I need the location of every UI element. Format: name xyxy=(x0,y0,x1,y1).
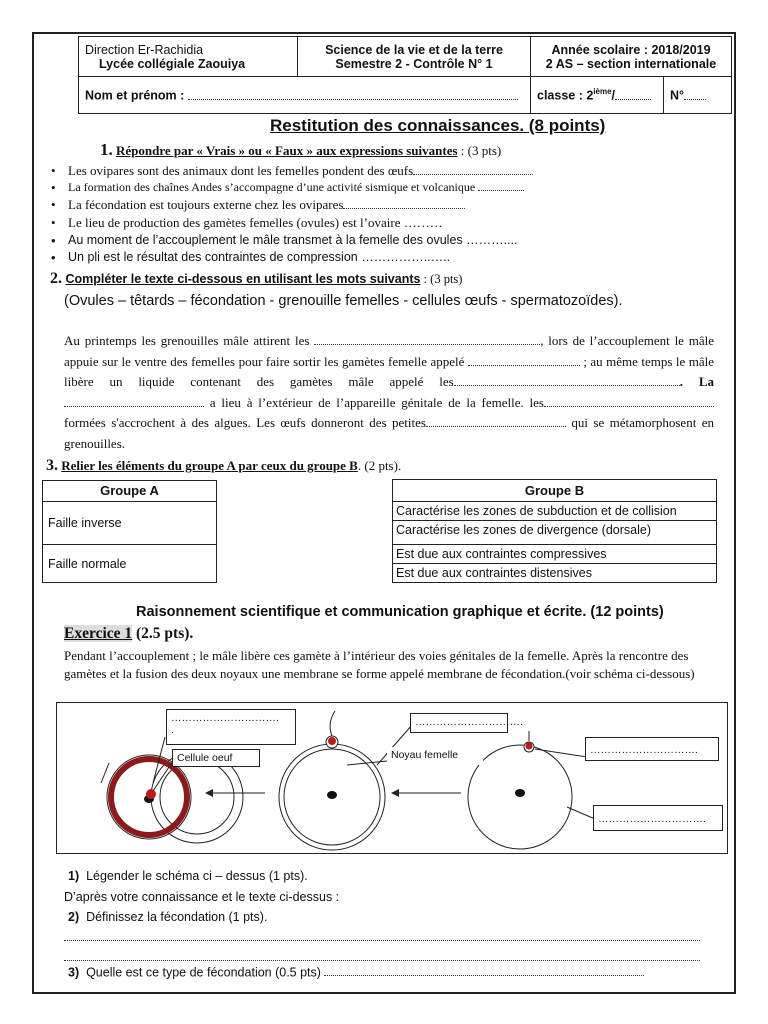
q1-item-text: Les ovipares sont des animaux dont les femelles pondent des œufs xyxy=(68,163,414,178)
q1-item-1 xyxy=(68,162,533,179)
header-school: Lycée collégiale Zaouiya xyxy=(99,56,246,71)
sperm-nucleus-right xyxy=(526,743,533,750)
q2-text-segment: formées s'accrochent à des algues. Les œufs donneront des petites xyxy=(64,415,426,430)
q2-blank-5[interactable] xyxy=(544,394,714,407)
header-year: Année scolaire : 2018/2019 xyxy=(551,42,711,57)
group-b-title: Groupe B xyxy=(392,479,717,502)
question-number: 2) xyxy=(68,910,80,924)
q3-points: . (2 pts). xyxy=(357,458,402,473)
q2-blank-2[interactable] xyxy=(468,353,580,366)
blank-dots: …………………………. xyxy=(171,712,279,724)
name-cell[interactable] xyxy=(79,77,531,114)
egg-nucleus-middle xyxy=(327,791,337,799)
q2-blank-1[interactable] xyxy=(314,332,540,345)
group-b-item-2[interactable]: Caractérise les zones de divergence (dorsale) xyxy=(392,520,717,545)
diagram-blank-3[interactable]: …………………………. xyxy=(585,737,719,761)
q2-blank-3[interactable] xyxy=(454,373,680,386)
label-noyau-femelle: Noyau femelle xyxy=(387,747,483,765)
q3-instruction-line xyxy=(46,457,401,475)
egg-red-nucleus-left xyxy=(146,789,156,799)
q1-item-5 xyxy=(68,232,518,249)
number-field[interactable] xyxy=(684,87,706,99)
question-3 xyxy=(68,964,644,979)
group-b-item-1[interactable]: Caractérise les zones de subduction et de collision xyxy=(392,501,717,521)
q1-item-text: Au moment de l’accouplement le mâle transmet à la femelle des ovules ……….... xyxy=(68,233,518,247)
q1-instruction-line xyxy=(100,140,501,160)
q2-text-segment: . La xyxy=(679,374,715,389)
group-a-title: Groupe A xyxy=(42,480,217,502)
header-section: 2 AS – section internationale xyxy=(545,56,717,71)
diagram-blank-1[interactable] xyxy=(166,709,296,745)
header-table xyxy=(78,36,732,114)
number-label: N° xyxy=(670,88,685,103)
class-label: classe : 2 xyxy=(537,88,594,103)
sperm-nucleus-middle xyxy=(328,737,336,745)
q2-blank-4[interactable] xyxy=(64,394,204,407)
pointer-blank-4 xyxy=(567,807,595,819)
group-b-item-3[interactable]: Est due aux contraintes compressives xyxy=(392,544,717,564)
question-text: Légender le schéma ci – dessus (1 pts). xyxy=(86,869,308,883)
part1-title: Restitution des connaissances. (8 points) xyxy=(270,116,606,135)
header-middle-cell xyxy=(298,37,531,77)
q1-item-3 xyxy=(68,196,465,213)
class-cell[interactable] xyxy=(531,77,664,114)
header-subject: Science de la vie et de la terre xyxy=(325,42,503,57)
exercise-1-points: (2.5 pts). xyxy=(132,625,194,642)
exercise-1-heading xyxy=(64,625,193,643)
diagram-blank-2[interactable]: …………………………. xyxy=(410,713,508,733)
q3-instruction: Relier les éléments du groupe A par ceux du groupe B xyxy=(61,458,358,473)
question-number: 3) xyxy=(68,965,80,980)
q2-blank-6[interactable] xyxy=(426,414,566,427)
class-field[interactable] xyxy=(615,87,651,99)
answer-line-2[interactable] xyxy=(64,950,700,961)
question-number: 1) xyxy=(68,869,80,883)
q2-number: 2. xyxy=(50,270,62,287)
question-1 xyxy=(68,869,308,883)
q2-text-segment: Au printemps les grenouilles mâle attirent les xyxy=(64,333,310,348)
q2-paragraph xyxy=(64,331,714,454)
exercise-1-intro: Pendant l’accouplement ; le mâle libère ces gamète à l’intérieur des voies génitales de la femelle. Après la rencontre des gamètes et la fusion des deux noyaux une membrane se forme appelé membrane de fécondation.(voir schéma ci-dessous) xyxy=(64,648,695,681)
group-a-item-1[interactable]: Faille inverse xyxy=(42,501,217,545)
group-b-item-4[interactable]: Est due aux contraintes distensives xyxy=(392,563,717,583)
sperm-tail-middle xyxy=(330,711,335,736)
q1-points: : (3 pts) xyxy=(457,143,502,158)
q2-text-segment: ; au même temps le mâle libère un liquide contenant des gamètes mâle appelé les xyxy=(64,353,715,389)
q2-instruction: Compléter le texte ci-dessous en utilisant les mots suivants xyxy=(65,272,421,286)
group-a-item-2[interactable]: Faille normale xyxy=(42,544,217,583)
q2-text-segment: qui se métamorphosent en grenouilles. xyxy=(64,415,714,451)
part2-title: Raisonnement scientifique et communication graphique et écrite. (12 points) xyxy=(136,604,664,620)
q3-number: 3. xyxy=(46,457,58,474)
q2-text-segment: , lors de l’accouplement le mâle appuie sur le ventre des femelles pour faire sortir les gamètes femelle appelé xyxy=(64,333,715,369)
diagram-blank-4[interactable]: …………………………. xyxy=(593,805,723,831)
answer-field-3[interactable] xyxy=(324,964,644,976)
question-intro: D’après votre connaissance et le texte ci-dessus : xyxy=(64,890,340,904)
name-field[interactable] xyxy=(188,87,518,99)
q1-item-text: La fécondation est toujours externe chez les ovipares xyxy=(68,197,344,212)
q1-instruction: Répondre par « Vrais » ou « Faux » aux expressions suivantes xyxy=(116,143,458,158)
egg-fertilization-membrane-left xyxy=(160,760,234,834)
label-cellule-oeuf: Cellule oeuf xyxy=(172,749,260,767)
class-sup: ième xyxy=(593,87,612,97)
header-left-cell xyxy=(79,37,298,77)
number-cell[interactable] xyxy=(664,77,732,114)
q1-item-2 xyxy=(68,179,524,196)
q1-item-text: La formation des chaînes Andes s’accompagne d’une activité sismique et volcanique xyxy=(68,180,476,194)
question-2 xyxy=(68,910,267,924)
q2-word-list: (Ovules – têtards – fécondation - grenouille femelles - cellules œufs - spermatozoïdes). xyxy=(64,293,623,309)
question-text: Définissez la fécondation (1 pts). xyxy=(86,910,268,924)
q2-text-segment: a lieu à l’extérieur de l’appareille génitale de la femelle. les xyxy=(209,394,544,410)
answer-line-1[interactable] xyxy=(64,930,700,941)
class-slash: / xyxy=(611,88,616,103)
question-text: Quelle est ce type de fécondation (0.5 pts) xyxy=(86,965,321,980)
q2-points: : (3 pts) xyxy=(420,272,463,286)
q1-item-text: Le lieu de production des gamètes femelles (ovules) est l’ovaire ……… xyxy=(68,215,443,230)
q1-number: 1. xyxy=(100,140,113,159)
name-label: Nom et prénom : xyxy=(85,88,185,103)
exercise-1-title: Exercice 1 xyxy=(64,625,133,642)
q1-item-4 xyxy=(68,214,443,231)
egg-nucleus-right xyxy=(515,789,525,797)
header-direction: Direction Er-Rachidia xyxy=(85,42,204,57)
q2-instruction-line xyxy=(50,270,462,288)
fecondation-diagram xyxy=(56,702,728,854)
q1-answer-field[interactable] xyxy=(413,162,533,175)
q1-answer-field[interactable] xyxy=(478,179,524,191)
blank-dots-extra: . xyxy=(171,724,174,736)
q1-answer-field[interactable] xyxy=(343,196,465,209)
header-semester: Semestre 2 - Contrôle N° 1 xyxy=(335,56,493,71)
q1-item-text: Un pli est le résultat des contraintes de compression ……………..….. xyxy=(68,250,451,264)
q1-item-6 xyxy=(68,249,450,266)
header-right-cell xyxy=(531,37,732,77)
arrowhead-2 xyxy=(391,789,399,797)
